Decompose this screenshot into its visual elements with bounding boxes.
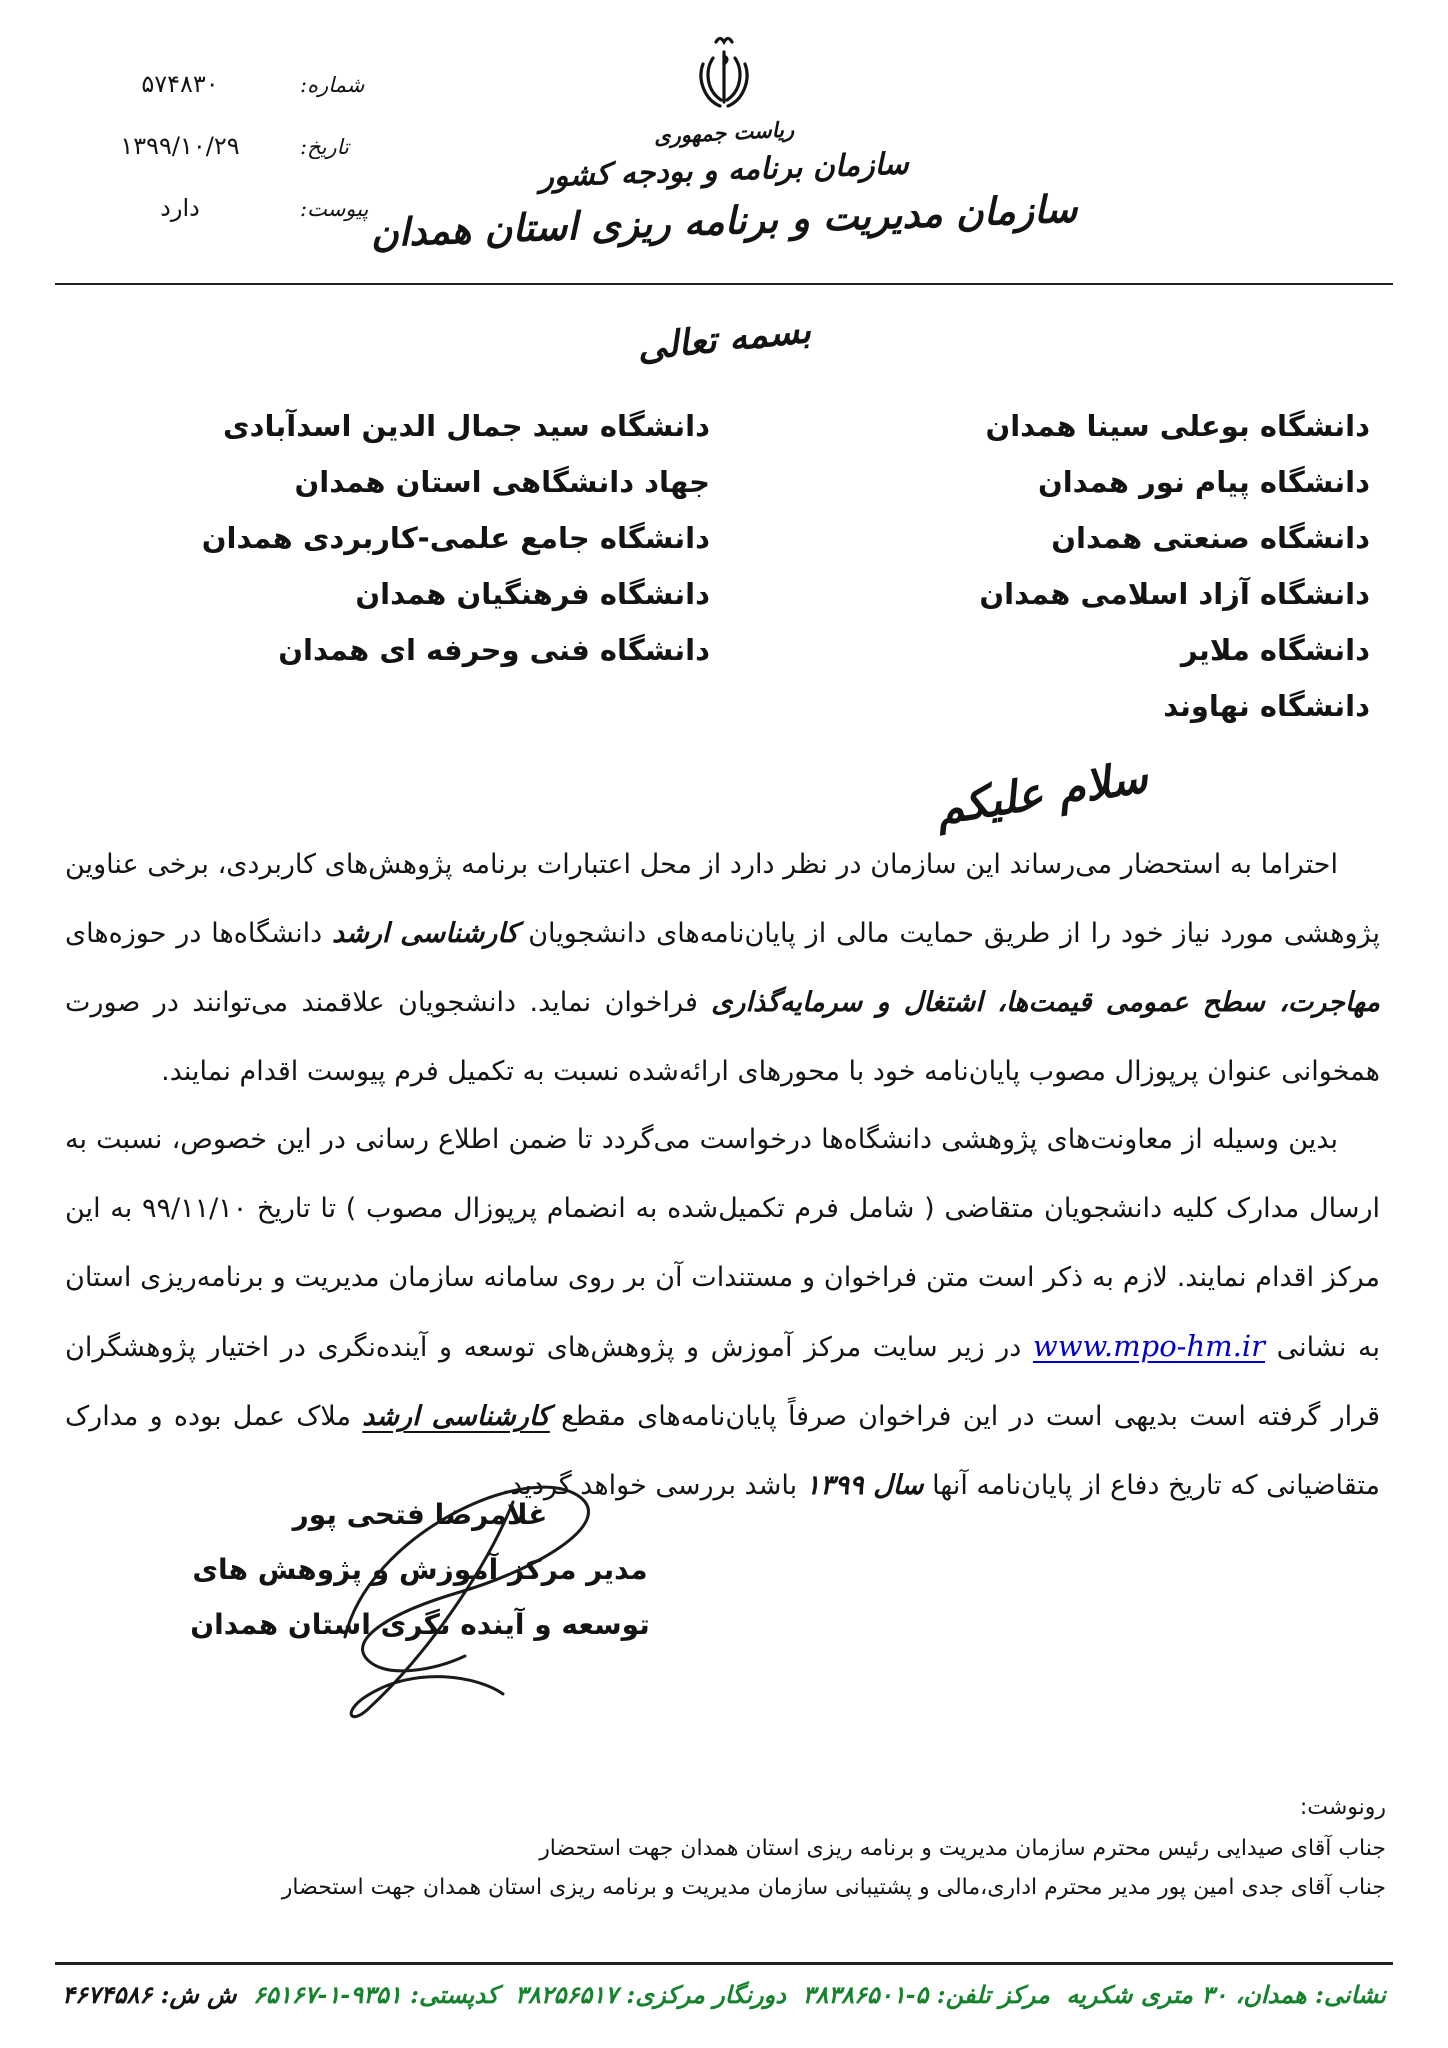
- mpo-website-link[interactable]: www.mpo-hm.ir: [1032, 1329, 1265, 1363]
- recipient-item: دانشگاه آزاد اسلامی همدان: [979, 577, 1370, 611]
- paragraph-run: کارشناسی ارشد: [362, 1401, 550, 1432]
- footer-item-label: ش ش:: [152, 1980, 237, 2009]
- paragraph-run: در زیر سایت مرکز آموزش و پژوهش‌های توسعه و آینده‌نگری در اختیار پژوهشگران قرار گرفته است بدیهی است در این فراخوان صرفاً پایان‌نامه‌های مقطع: [65, 1332, 1380, 1432]
- recipients-right-column: [979, 398, 1370, 734]
- recipient-item: دانشگاه صنعتی همدان: [1051, 521, 1370, 555]
- paragraph-run: باشد بررسی خواهد گردید.: [501, 1470, 806, 1501]
- attachment-label: پیوست:: [300, 197, 369, 221]
- paragraph-run: سال ۱۳۹۹: [805, 1470, 924, 1501]
- footer-item-label: نشانی:: [1306, 1980, 1386, 2009]
- paragraph-run: کارشناسی ارشد: [332, 918, 519, 949]
- cc-item: جناب آقای صیدایی رئیس محترم سازمان مدیریت و برنامه ریزی استان همدان جهت استحضار: [539, 1836, 1386, 1861]
- cc-label: رونوشت:: [1299, 1795, 1386, 1820]
- paragraph-run: احتراما به استحضار می‌رساند این سازمان در نظر دارد از محل اعتبارات برنامه پژوهش‌های کاربردی، برخی عناوین پژوهشی مورد نیاز خود را از طریق حمایت مالی از پایان‌نامه‌های دانشجویان: [65, 849, 1381, 949]
- paragraph-run: ملاک عمل بوده و مدارک متقاضیانی که تاریخ دفاع از پایان‌نامه آنها: [65, 1401, 1380, 1501]
- body-paragraph-2: [65, 1105, 1380, 1520]
- cc-item: جناب آقای جدی امین پور مدیر محترم اداری،مالی و پشتیبانی سازمان مدیریت و برنامه ریزی استان همدان جهت استحضار: [281, 1875, 1386, 1900]
- attachment-value: دارد: [160, 194, 200, 222]
- recipient-item: جهاد دانشگاهی استان همدان: [294, 465, 710, 499]
- letterhead-line1: ریاست جمهوری: [653, 116, 795, 149]
- footer-item-label: مرکز تلفن:: [928, 1980, 1050, 2009]
- footer-item-label: کدپستی:: [401, 1980, 499, 2009]
- besmele-calligraphy: بسمه تعالی: [635, 309, 813, 369]
- recipients-left-column: [202, 398, 710, 678]
- paragraph-run: مهاجرت، سطح عمومی قیمت‌ها، اشتغال و سرمایه‌گذاری: [711, 987, 1380, 1018]
- recipient-item: دانشگاه ملایر: [1180, 633, 1370, 667]
- signatory-name: غلامرضا فتحی پور: [292, 1498, 548, 1531]
- signature-block: [185, 1487, 655, 1652]
- recipient-item: دانشگاه پیام نور همدان: [1037, 465, 1370, 499]
- signatory-title-line1: مدیر مرکز آموزش و پژوهش های: [192, 1553, 648, 1586]
- paragraph-run: فراخوان نماید. دانشجویان علاقمند می‌توانند در صورت همخوانی عنوان پرپوزال مصوب پایان‌نامه خود با محورهای ارائه‌شده نسبت به تکمیل فرم پیوست اقدام نمایند.: [65, 987, 1380, 1087]
- footer-divider: [55, 1962, 1393, 1965]
- footer-item-value: ۳۸۲۵۶۵۱۷: [514, 1980, 619, 2009]
- cc-block: [62, 1788, 1386, 1907]
- letterhead: [0, 34, 1448, 256]
- paragraph-run: بدین وسیله از معاونت‌های پژوهشی دانشگاه‌ها درخواست می‌گردد تا ضمن اطلاع رسانی در این خصوص، نسبت به ارسال مدارک کلیه دانشجویان متقاضی ( شامل فرم تکمیل‌شده به انضمام پرپوزال مصوب ) تا تاریخ ۹۹/۱۱/۱۰ به این مرکز اقدام نمایند. لازم به ذکر است متن فراخوان و مستندات آن بر روی سامانه سازمان مدیریت و برنامه‌ریزی استان به نشانی: [65, 1124, 1380, 1363]
- recipient-item: دانشگاه فنی وحرفه ای همدان: [278, 633, 710, 667]
- footer-item: [802, 1980, 1049, 2009]
- footer-item-value: همدان، ۳۰ متری شکریه: [1066, 1980, 1307, 2009]
- footer-item-value: ۶۵۱۶۷-۱-۹۳۵۱: [252, 1980, 402, 2009]
- footer-item: [253, 1980, 498, 2009]
- letterhead-line3: سازمان مدیریت و برنامه ریزی استان همدان: [369, 185, 1079, 256]
- signatory-title-line2: توسعه و آینده نگری استان همدان: [190, 1608, 650, 1641]
- recipient-item: دانشگاه بوعلی سینا همدان: [985, 409, 1370, 443]
- footer-item: [1066, 1980, 1386, 2009]
- letterhead-line2: سازمان برنامه و بودجه کشور: [538, 146, 910, 195]
- recipient-item: دانشگاه سید جمال الدین اسدآبادی: [223, 409, 710, 443]
- recipient-item: دانشگاه نهاوند: [1163, 689, 1370, 723]
- number-label: شماره:: [300, 73, 365, 97]
- recipient-item: دانشگاه فرهنگیان همدان: [355, 577, 710, 611]
- footer-item-label: دورنگار مرکزی:: [618, 1980, 786, 2009]
- body-paragraph-1: [65, 830, 1380, 1106]
- footer-item-value: ۴۶۷۴۵۸۶: [62, 1980, 153, 2009]
- paragraph-run: دانشگاه‌ها در حوزه‌های: [65, 918, 333, 949]
- iran-emblem-icon: [693, 34, 755, 116]
- date-value: ۱۳۹۹/۱۰/۲۹: [120, 132, 240, 160]
- footer-contact: [62, 1980, 1386, 2009]
- footer-item: [515, 1980, 786, 2009]
- number-value: ۵۷۴۸۳۰: [141, 70, 219, 98]
- date-label: تاریخ:: [300, 135, 349, 159]
- footer-item: [62, 1980, 236, 2009]
- salam-calligraphy: سلام علیکم: [931, 751, 1151, 836]
- footer-item-value: ۳۸۳۸۶۵۰۱-۵: [802, 1980, 929, 2009]
- cc-items: [62, 1829, 1386, 1907]
- recipient-item: دانشگاه جامع علمی-کاربردی همدان: [201, 521, 710, 555]
